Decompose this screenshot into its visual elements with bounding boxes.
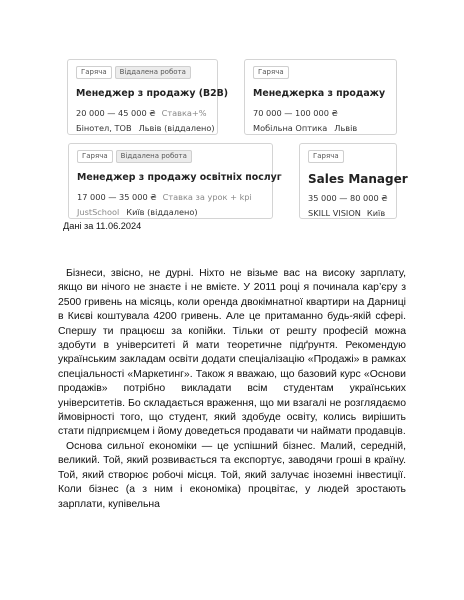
job-city: Львів bbox=[334, 123, 358, 133]
job-tags bbox=[77, 150, 264, 163]
job-city: Київ bbox=[366, 208, 386, 218]
job-company: JustSchool bbox=[77, 207, 120, 217]
job-tags bbox=[76, 66, 209, 79]
job-tags bbox=[308, 150, 388, 163]
hot-tag: Гаряча bbox=[76, 66, 112, 79]
job-company: Бінотел, ТОВ bbox=[76, 123, 132, 133]
job-card-b2b-manager[interactable] bbox=[67, 59, 229, 135]
hot-tag: Гаряча bbox=[308, 150, 344, 163]
job-title[interactable]: Менеджерка з продажу bbox=[253, 88, 386, 99]
job-company-row bbox=[253, 123, 388, 133]
job-title[interactable]: Менеджер з продажу освітніх послуг bbox=[77, 172, 282, 183]
job-card-education-sales[interactable] bbox=[68, 143, 282, 219]
job-title[interactable]: Sales Manager bbox=[308, 172, 408, 186]
job-city: Київ (віддалено) bbox=[126, 207, 198, 217]
job-card-sales-manager-female[interactable] bbox=[244, 59, 397, 135]
remote-tag: Віддалена робота bbox=[115, 66, 191, 79]
job-company: SKILL VISION bbox=[308, 208, 361, 218]
job-company-row bbox=[308, 208, 388, 218]
job-salary: 70 000 — 100 000 ₴ bbox=[253, 108, 338, 118]
job-salary-row bbox=[76, 108, 209, 118]
remote-tag: Віддалена робота bbox=[116, 150, 192, 163]
job-title[interactable]: Менеджер з продажу (B2B) bbox=[76, 88, 229, 99]
job-salary-row bbox=[308, 193, 388, 203]
job-salary-row bbox=[253, 108, 388, 118]
article-paragraph: Основа сильної економіки — це успішний бізнес. Малий, середній, великий. Той, який розвивається та експортує, заводячи гроші в країну. Той, який створює робочі місця. Той, який залучає іноземні інвестиції. Коли бізнес (а з ним і економіка) процвітає, у людей зростають зарплати, купівельна bbox=[58, 440, 406, 510]
article-body bbox=[58, 267, 406, 512]
job-company-row bbox=[77, 207, 264, 217]
hot-tag: Гаряча bbox=[253, 66, 289, 79]
data-date-caption: Дані за 11.06.2024 bbox=[63, 221, 142, 231]
job-pay-terms: Ставка+% bbox=[161, 108, 207, 118]
job-tags bbox=[253, 66, 388, 79]
job-pay-terms: Ставка за урок + kpi bbox=[162, 192, 252, 202]
job-card-sales-manager-en[interactable] bbox=[299, 143, 408, 219]
job-salary: 35 000 — 80 000 ₴ bbox=[308, 193, 388, 203]
job-salary: 17 000 — 35 000 ₴ bbox=[77, 192, 157, 202]
hot-tag: Гаряча bbox=[77, 150, 113, 163]
job-company-row bbox=[76, 123, 215, 133]
job-salary: 20 000 — 45 000 ₴ bbox=[76, 108, 156, 118]
job-city: Львів (віддалено) bbox=[138, 123, 215, 133]
job-salary-row bbox=[77, 192, 264, 202]
job-company: Мобільна Оптика bbox=[253, 123, 328, 133]
article-paragraph: Бізнеси, звісно, не дурні. Ніхто не візьме вас на високу зарплату, якщо ви нічого не знаєте і не вмієте. У 2011 році я починала кар’єру з 2500 гривень на місяць, коли оренда двокімнатної квартири на Дарниці в Києві коштувала 4200 гривень. Але це притаманно будь-якій сфері. Спершу ти працюєш за копійки. Тільки от решту професій можна здобути в університеті й мати теоретичне підґрунтя. Рекомендую українським закладам освіти додати спеціалізацію «Продажі» в рамках спеціальності «Маркетинг». Також я вважаю, що базовий курс «Основи продажів» потрібно викладати всім студентам українських університетів. Бо складається враження, що ми взагалі не розглядаємо ймовірності того, що студент, який здобуде освіту, колись вирішить стати підприємцем і йому доведеться продавати чи наймати продавців. bbox=[58, 268, 406, 438]
